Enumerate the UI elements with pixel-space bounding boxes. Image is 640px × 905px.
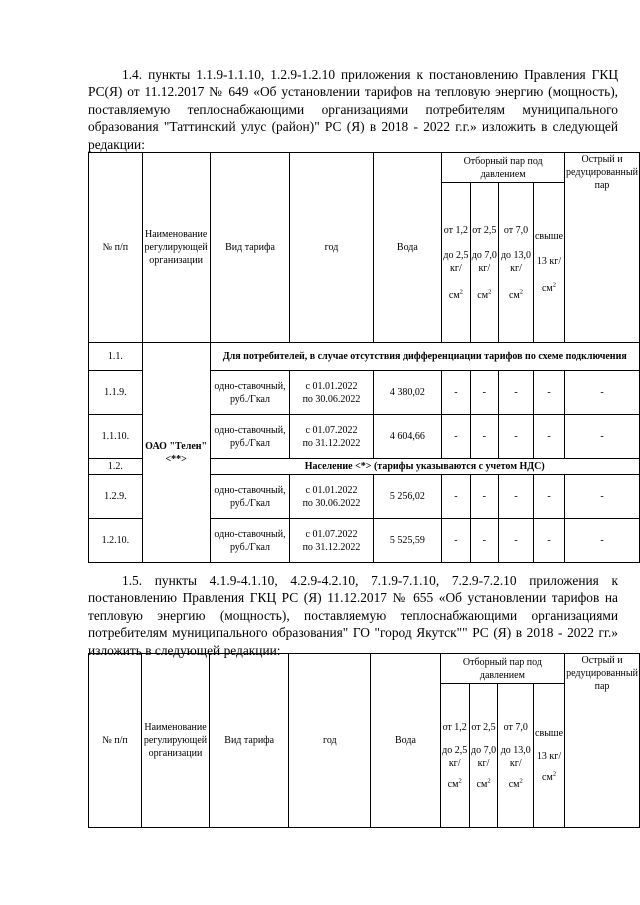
row-year: с 01.01.2022 по 30.06.2022 [290,371,373,415]
row-sharp-steam: - [565,415,640,459]
row-steam-2: - [470,371,498,415]
header-num: № п/п [89,654,142,828]
row-steam-1: - [442,415,470,459]
header-steam-4 [533,183,564,343]
org-name: ОАО "Телен" <**> [142,343,210,563]
row-sharp-steam: - [565,475,640,519]
row-year: с 01.07.2022 по 31.12.2022 [290,415,373,459]
row-num: 1.2.9. [89,475,143,519]
header-row-1 [89,153,640,183]
row-steam-3: - [499,519,534,563]
row-steam-2: - [470,519,498,563]
header-steam-2 [470,183,498,343]
row-steam-1: - [442,475,470,519]
row-num: 1.1.10. [89,415,143,459]
header-steam-group: Отборный пар под давлением [440,654,564,684]
steam-1-to: до 2,5 кг/ [443,249,469,274]
row-steam-3: - [499,371,534,415]
row-steam-2: - [470,475,498,519]
header-steam-2: от 2,5 до 7,0 кг/ $см^2$ [469,684,498,828]
header-water: Вода [371,654,441,828]
row-water: 4 604,66 [373,415,442,459]
row-steam-3: - [499,475,534,519]
header-steam-1: от 1,2 до 2,5 кг/ $см^2$ [440,684,469,828]
row-tariff: одно-ставочный, руб./Гкал [210,519,290,563]
header-sharp-steam: Острый и редуцированный пар [565,153,640,343]
row-num: 1.2.10. [89,519,143,563]
steam-1-from: от 1,2 [443,224,469,236]
section-1-title: Для потребителей, в случае отсутствия дифференциации тарифов по схеме подключения [210,343,639,371]
tariff-table-2 [88,653,640,828]
steam-2-to: до 7,0 кг/ [471,249,497,274]
row-steam-4: - [533,371,564,415]
steam-4-to: 13 кг/ [536,256,562,267]
row-tariff: одно-ставочный, руб./Гкал [210,371,290,415]
steam-2-unit: $см^2$ [477,288,492,301]
row-year: с 01.01.2022 по 30.06.2022 [290,475,373,519]
steam-3-from: от 7,0 [503,224,529,236]
header-steam-group: Отборный пар под давлением [442,153,565,183]
row-sharp-steam: - [565,371,640,415]
steam-1-unit: $см^2$ [448,288,463,301]
row-steam-4: - [533,519,564,563]
header-year: год [290,153,373,343]
steam-2-from: от 2,5 [472,224,497,236]
row-sharp-steam: - [565,519,640,563]
header-row-1 [89,654,640,684]
header-year: год [289,654,371,828]
row-num: 1.1.9. [89,371,143,415]
paragraph-1-4: 1.4. пункты 1.1.9-1.1.10, 1.2.9-1.2.10 приложения к постановлению Правления ГКЦ РС(Я) от 11.12.2017 № 649 «Об установлении тарифов на тепловую энергию (мощность), поставляемую теплоснабжающими организациями потребителям муниципального образования "Таттинский улус (район)" РС (Я) в 2018 - 2022 г.г.» изложить в следующей редакции: [88,67,618,152]
header-sharp-steam: Острый и редуцированный пар [565,654,640,828]
row-steam-4: - [533,415,564,459]
header-steam-3: от 7,0 до 13,0 кг/ $см^2$ [498,684,534,828]
row-year: с 01.07.2022 по 31.12.2022 [290,519,373,563]
row-tariff: одно-ставочный, руб./Гкал [210,415,290,459]
row-tariff: одно-ставочный, руб./Гкал [210,475,290,519]
row-water: 5 525,59 [373,519,442,563]
section-row-1-1 [89,343,640,371]
header-num: № п/п [89,153,143,343]
header-tariff: Вид тарифа [209,654,289,828]
section-1-num: 1.1. [89,343,143,371]
section-2-num: 1.2. [89,459,143,475]
header-org: Наименование регулирующей организации [142,654,210,828]
header-steam-1 [442,183,470,343]
row-steam-2: - [470,415,498,459]
tariff-table-1 [88,152,640,563]
steam-4-from: свыше [534,231,564,242]
header-steam-4: свыше 13 кг/ $см^2$ [534,684,565,828]
steam-4-unit: $см^2$ [541,281,557,294]
row-steam-1: - [442,371,470,415]
row-steam-4: - [533,475,564,519]
header-water: Вода [373,153,442,343]
row-steam-1: - [442,519,470,563]
header-tariff: Вид тарифа [210,153,290,343]
row-water: 5 256,02 [373,475,442,519]
steam-3-to: до 13,0 кг/ [500,249,532,274]
paragraph-1-5: 1.5. пункты 4.1.9-4.1.10, 4.2.9-4.2.10, 7.1.9-7.1.10, 7.2.9-7.2.10 приложения к постановлению Правления ГКЦ РС (Я) 11.12.2017 № 655 «Об установлении тарифов на тепловую энергию (мощность), поставляемую теплоснабжающими организациями потребителям муниципального образования" ГО "город Якутск"" РС (Я) в 2018 - 2022 гг.» изложить в следующей редакции: [88,573,618,658]
steam-3-unit: $см^2$ [508,288,524,301]
row-water: 4 380,02 [373,371,442,415]
row-steam-3: - [499,415,534,459]
section-2-title: Население <*> (тарифы указываются с учетом НДС) [210,459,639,475]
header-steam-3 [499,183,534,343]
header-org: Наименование регулирующей организации [142,153,210,343]
